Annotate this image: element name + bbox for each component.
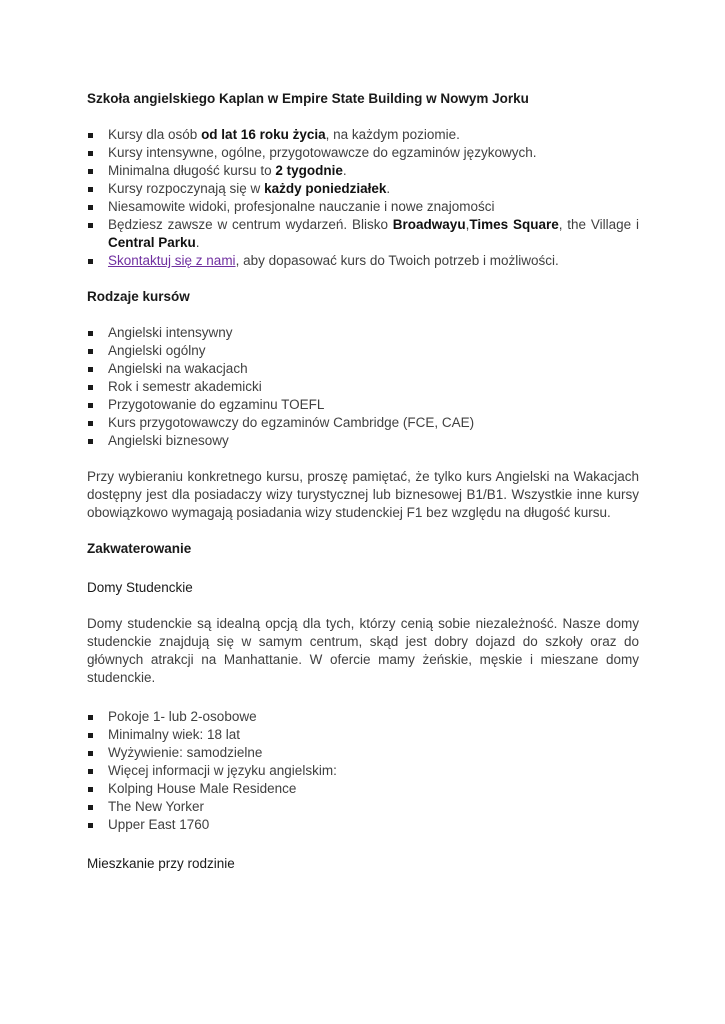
- list-item: Więcej informacji w języku angielskim:: [87, 762, 639, 780]
- list-item: Kolping House Male Residence: [87, 780, 639, 798]
- bullet-icon: [88, 769, 93, 774]
- bullet-icon: [88, 259, 93, 264]
- bullet-icon: [88, 169, 93, 174]
- bullet-icon: [88, 787, 93, 792]
- list-item: Kursy dla osób od lat 16 roku życia, na każdym poziomie.: [87, 126, 639, 144]
- bullet-icon: [88, 439, 93, 444]
- bullet-icon: [88, 349, 93, 354]
- dorms-list: [87, 708, 639, 834]
- homestay-heading: Mieszkanie przy rodzinie: [87, 856, 235, 871]
- list-item: Przygotowanie do egzaminu TOEFL: [87, 396, 639, 414]
- contact-link[interactable]: Skontaktuj się z nami: [108, 253, 236, 268]
- bullet-icon: [88, 715, 93, 720]
- bullet-icon: [88, 367, 93, 372]
- bullet-icon: [88, 403, 93, 408]
- dorms-heading: Domy Studenckie: [87, 580, 193, 595]
- bullet-icon: [88, 205, 93, 210]
- courses-heading: Rodzaje kursów: [87, 289, 190, 304]
- list-item: Minimalny wiek: 18 lat: [87, 726, 639, 744]
- bullet-icon: [88, 187, 93, 192]
- list-item: Upper East 1760: [87, 816, 639, 834]
- list-item: Skontaktuj się z nami, aby dopasować kurs do Twoich potrzeb i możliwości.: [87, 252, 639, 270]
- list-item: Angielski biznesowy: [87, 432, 639, 450]
- list-item: Rok i semestr akademicki: [87, 378, 639, 396]
- document-body: [87, 90, 639, 873]
- dorms-description: Domy studenckie są idealną opcją dla tych, którzy cenią sobie niezależność. Nasze domy studenckie znajdują się w samym centrum, skąd jest dobry dojazd do szkoły oraz do głównych atrakcji na Manhattanie. W ofercie mamy żeńskie, męskie i mieszane domy studenckie.: [87, 616, 639, 685]
- list-item: Kursy rozpoczynają się w każdy poniedziałek.: [87, 180, 639, 198]
- list-item: Kurs przygotowawczy do egzaminów Cambridge (FCE, CAE): [87, 414, 639, 432]
- list-item: Minimalna długość kursu to 2 tygodnie.: [87, 162, 639, 180]
- bullet-icon: [88, 331, 93, 336]
- list-item: The New Yorker: [87, 798, 639, 816]
- bullet-icon: [88, 151, 93, 156]
- bullet-icon: [88, 733, 93, 738]
- bullet-icon: [88, 805, 93, 810]
- courses-list: [87, 324, 639, 450]
- list-item: Pokoje 1- lub 2-osobowe: [87, 708, 639, 726]
- bullet-icon: [88, 385, 93, 390]
- bullet-icon: [88, 823, 93, 828]
- visa-note: Przy wybieraniu konkretnego kursu, proszę pamiętać, że tylko kurs Angielski na Wakacjach dostępny jest dla posiadaczy wizy turystycznej lub biznesowej B1/B1. Wszystkie inne kursy obowiązkowo wymagają posiadania wizy studenckiej F1 bez względu na długość kursu.: [87, 469, 639, 520]
- page-title: Szkoła angielskiego Kaplan w Empire State Building w Nowym Jorku: [87, 91, 529, 106]
- bullet-icon: [88, 133, 93, 138]
- list-item: Niesamowite widoki, profesjonalne nauczanie i nowe znajomości: [87, 198, 639, 216]
- list-item: Angielski na wakacjach: [87, 360, 639, 378]
- bullet-icon: [88, 421, 93, 426]
- list-item: Kursy intensywne, ogólne, przygotowawcze do egzaminów językowych.: [87, 144, 639, 162]
- bullet-icon: [88, 751, 93, 756]
- list-item: Angielski intensywny: [87, 324, 639, 342]
- intro-list: [87, 126, 639, 270]
- list-item: Wyżywienie: samodzielne: [87, 744, 639, 762]
- accommodation-heading: Zakwaterowanie: [87, 541, 192, 556]
- list-item: Angielski ogólny: [87, 342, 639, 360]
- bullet-icon: [88, 223, 93, 228]
- list-item: Będziesz zawsze w centrum wydarzeń. Blisko Broadwayu,Times Square, the Village i Central Parku.: [87, 216, 639, 252]
